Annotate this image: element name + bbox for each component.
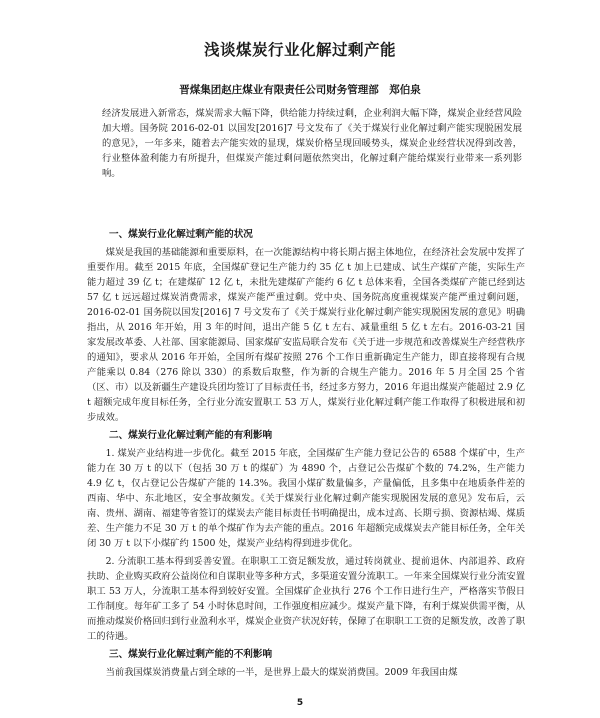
- article-title: 浅谈煤炭行业化解过剩产能: [203, 41, 396, 59]
- article-author: 晋煤集团赵庄煤业有限责任公司财务管理部 郑伯泉: [179, 84, 421, 96]
- article-body: [87, 226, 525, 683]
- section-heading: 三、煤炭行业化解过剩产能的不利影响: [109, 649, 273, 660]
- section-1: [87, 227, 525, 425]
- section-heading: 二、煤炭行业化解过剩产能的有利影响: [109, 430, 273, 441]
- paragraph: 1. 煤炭产业结构进一步优化。截至 2015 年底，全国煤矿生产能力登记公告的 6588 个煤矿中，生产能力在 30 万 t 的以下（包括 30 万 t 的煤矿）为 4890 个，占登记公告煤矿个数的 74.2%，生产能力 4.9 亿 t，仅占登记公告煤矿产能的 14.3%。我国小煤矿数量偏多，产量偏低，且多集中在地质条件差的西南、华中、东北地区，安全事故频发。《关于煤炭行业化解过剩产能实现脱困发展的意见》发布后，云南、贵州、湖南、福建等省签订的煤炭去产能目标责任书明确提出，成本过高、长期亏损、资源枯竭、煤质差、生产能力不足 30 万 t 的单个煤矿作为去产能的重点。2016 年超额完成煤炭去产能目标任务，全年关闭 30 万 t 以下小煤矿约 1500 处，煤炭产业结构得到进步优化。: [87, 448, 525, 549]
- page-number: 5: [296, 698, 304, 708]
- article-abstract: 经济发展进入新常态，煤炭需求大幅下降，供给能力持续过剩，企业利润大幅下降，煤炭企业经营风险加大增。国务院 2016-02-01 以国发[2016]7 号文发布了《关于煤炭行业化解过剩产能实现脱困发展的意见》，一年多来，随着去产能实效的显现，煤炭价格呈现回暖势头，煤炭企业经营状况得到改善，行业整体盈利能力有所提升，但煤炭产能过剩问题依然突出，化解过剩产能给煤炭行业带来一系列影响。: [102, 108, 522, 179]
- paragraph: 当前我国煤炭消费量占到全球的一半，是世界上最大的煤炭消费国。2009 年我国由煤: [105, 667, 458, 678]
- section-heading: 一、煤炭行业化解过剩产能的状况: [109, 229, 253, 240]
- section-3: [87, 647, 525, 680]
- section-2: [87, 428, 525, 644]
- paragraph: 2. 分流职工基本得到妥善安置。在职职工工资足额发放，通过转岗就业、提前退休、内部退养、政府扶助、企业购买政府公益岗位和自谋职业等多种方式，多渠道安置分流职工。一年来全国煤炭行业分流安置职工 53 万人，分流职工基本得到较好安置。全国煤矿企业执行 276 个工作日进行生产，严格落实节假日工作制度。每年矿工多了 54 小时休息时间，工作强度相应减少。煤炭产量下降，有利于煤炭供需平衡，从而推动煤炭价格回归到行业盈利水平，煤炭企业资产状况好转，保障了在职职工工资的足额发放，改善了职工的待遇。: [87, 556, 525, 642]
- paragraph: 煤炭是我国的基础能源和重要原料，在一次能源结构中将长期占据主体地位，在经济社会发展中发挥了重要作用。截至 2015 年底，全国煤矿登记生产能力约 35 亿 t 加上已建成、试生产煤矿产能，实际生产能力超过 39 亿 t；在建煤矿 12 亿 t，未批先建煤矿产能约 6 亿 t 总体来看，全国各类煤矿产能已经到达 57 亿 t 远远超过煤炭消费需求，煤炭产能严重过剩。党中央、国务院高度重视煤炭产能严重过剩问题，2016-02-01 国务院以国发[2016] 7 号文发布了《关于煤炭行业化解过剩产能实现脱困发展的意见》明确指出，从 2016 年开始，用 3 年的时间，退出产能 5 亿 t 左右、减量重组 5 亿 t 左右。2016-03-21 国家发展改革委、人社部、国家能源局、国家煤矿安监局联合发布《关于进一步规范和改善煤炭生产经营秩序的通知》，要求从 2016 年开始，全国所有煤矿按照 276 个工作日重新确定生产能力，即直接将现有合规产能乘以 0.84（276 除以 330）的系数后取整，作为新的合规生产能力。2016 年 5 月全国 25 个省（区、市）以及新疆生产建设兵团均签订了目标责任书，经过多方努力，2016 年退出煤炭产能超过 2.9 亿 t 超额完成年度目标任务，全行业分流安置职工 53 万人，煤炭行业化解过剩产能工作取得了积极进展和初步成效。: [87, 247, 525, 423]
